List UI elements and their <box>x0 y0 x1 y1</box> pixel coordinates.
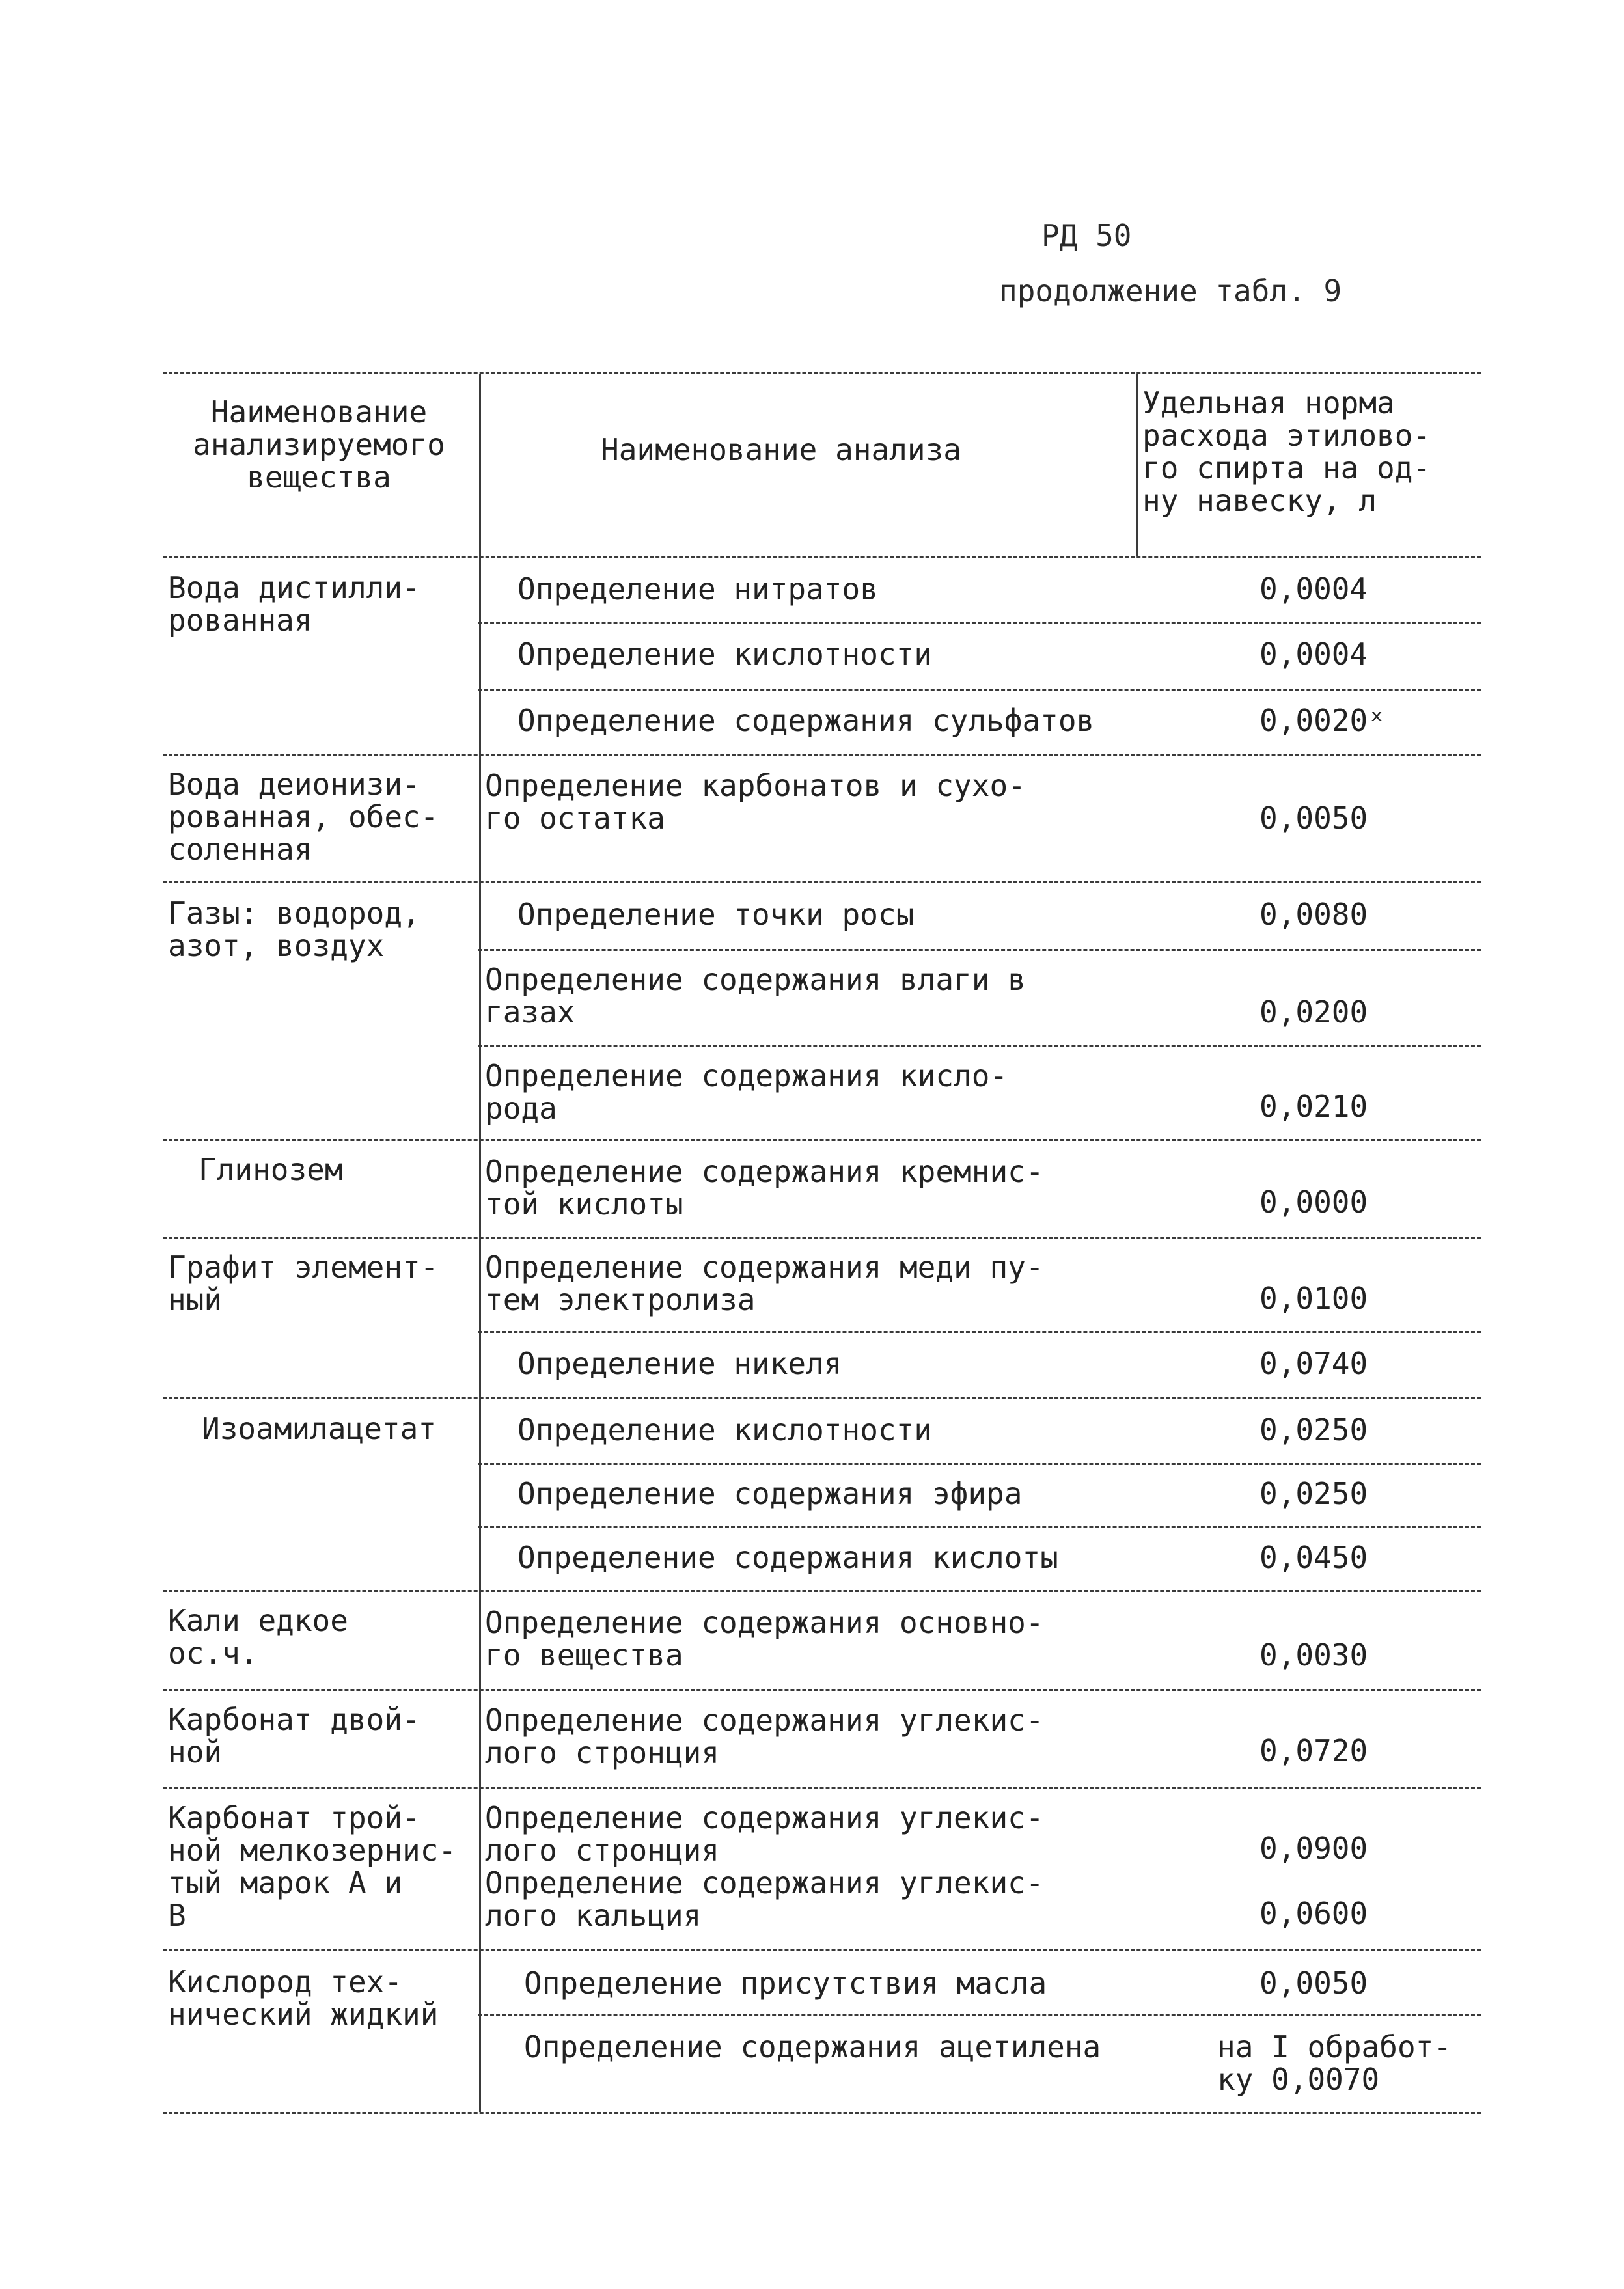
norm-value: на I обработ- ку 0,0070 <box>1217 2029 1452 2097</box>
analysis-name: Определение никеля <box>517 1346 842 1381</box>
table-rule <box>478 1463 1481 1465</box>
substance-name: Изоамилацетат <box>202 1411 437 1446</box>
analysis-name: Определение содержания влаги в газах <box>485 962 1026 1030</box>
table-rule <box>478 689 1481 691</box>
analysis-name: Определение присутствия масла <box>524 1966 1047 2001</box>
norm-value: 0,0200 <box>1259 994 1368 1030</box>
analysis-name: Определение содержания эфира <box>517 1476 1023 1511</box>
table-rule <box>163 1397 1481 1399</box>
substance-name: Вода деионизи- рованная, обес- соленная <box>168 767 439 867</box>
norm-value: 0,0740 <box>1259 1346 1368 1381</box>
document-code: РД 50 <box>1041 218 1132 253</box>
norm-value: 0,0720 <box>1259 1733 1368 1768</box>
substance-name: Карбонат двой- ной <box>168 1702 420 1770</box>
table-rule <box>163 881 1481 883</box>
table-rule <box>478 949 1481 951</box>
column-header-norm: Удельная норма расхода этилово- го спирта на од- ну навеску, л <box>1142 385 1431 518</box>
analysis-name: Определение карбонатов и сухо- го остатка <box>485 768 1026 836</box>
norm-value: 0,0900 <box>1259 1831 1368 1866</box>
table-rule <box>478 2014 1481 2016</box>
norm-value: 0,0004 <box>1259 571 1368 607</box>
analysis-name: Определение кислотности <box>517 1412 932 1447</box>
analysis-name: Определение содержания меди пу- тем электролиза <box>485 1250 1044 1317</box>
norm-value: 0,0210 <box>1259 1089 1368 1124</box>
norm-value: 0,0250 <box>1259 1412 1368 1447</box>
column-header-substance: Наименование анализируемого вещества <box>193 394 445 495</box>
analysis-name: Определение содержания кремнис- той кислоты <box>485 1154 1044 1222</box>
column-divider <box>479 374 481 2112</box>
analysis-name: Определение содержания углекис- лого стронция <box>485 1800 1044 1868</box>
substance-name: Карбонат трой- ной мелкозернис- тый марок А и В <box>168 1800 457 1933</box>
substance-name: Кислород тех- нический жидкий <box>168 1964 439 2032</box>
substance-name: Вода дистилли- рованная <box>168 570 420 638</box>
norm-value: 0,0050 <box>1259 1966 1368 2001</box>
table-continuation-note: продолжение табл. 9 <box>999 273 1342 308</box>
table-rule <box>163 2112 1481 2114</box>
table-rule <box>478 622 1481 624</box>
table-rule <box>163 372 1481 374</box>
substance-name: Газы: водород, азот, воздух <box>168 896 420 963</box>
analysis-name: Определение содержания углекис- лого кальция <box>485 1865 1044 1933</box>
column-header-analysis: Наименование анализа <box>601 432 961 467</box>
analysis-name: Определение содержания кисло- рода <box>485 1058 1008 1126</box>
norm-value: 0,0080 <box>1259 897 1368 932</box>
analysis-name: Определение содержания кислоты <box>517 1540 1058 1575</box>
norm-value: 0,0100 <box>1259 1281 1368 1316</box>
analysis-name: Определение точки росы <box>517 897 915 932</box>
analysis-name: Определение содержания углекис- лого стронция <box>485 1703 1044 1770</box>
norm-value: 0,0030 <box>1259 1638 1368 1673</box>
substance-name: Кали едкое ос.ч. <box>168 1603 348 1671</box>
norm-value: 0,0050 <box>1259 801 1368 836</box>
analysis-name: Определение нитратов <box>517 571 878 607</box>
column-divider <box>1136 374 1138 556</box>
table-rule <box>163 754 1481 756</box>
analysis-name: Определение содержания сульфатов <box>517 703 1095 738</box>
norm-value: 0,0250 <box>1259 1476 1368 1511</box>
table-rule <box>163 1949 1481 1951</box>
norm-value: 0,0450 <box>1259 1540 1368 1575</box>
table-rule <box>478 1331 1481 1333</box>
analysis-name: Определение содержания ацетилена <box>524 2029 1101 2064</box>
table-rule <box>163 1237 1481 1239</box>
table-rule <box>163 1787 1481 1789</box>
table-rule <box>478 1045 1481 1047</box>
norm-value: 0,0600 <box>1259 1896 1368 1931</box>
table-rule <box>163 1590 1481 1592</box>
analysis-name: Определение содержания основно- го вещества <box>485 1605 1044 1673</box>
norm-value: 0,0004 <box>1259 637 1368 672</box>
substance-name: Графит элемент- ный <box>168 1250 439 1317</box>
substance-name: Глинозем <box>199 1152 343 1187</box>
norm-value: 0,0000 <box>1259 1185 1368 1220</box>
norm-value: 0,0020ˣ <box>1259 703 1386 738</box>
table-rule <box>163 1139 1481 1141</box>
table-rule <box>163 556 1481 558</box>
analysis-name: Определение кислотности <box>517 637 932 672</box>
table-rule <box>478 1526 1481 1528</box>
table-rule <box>163 1689 1481 1691</box>
